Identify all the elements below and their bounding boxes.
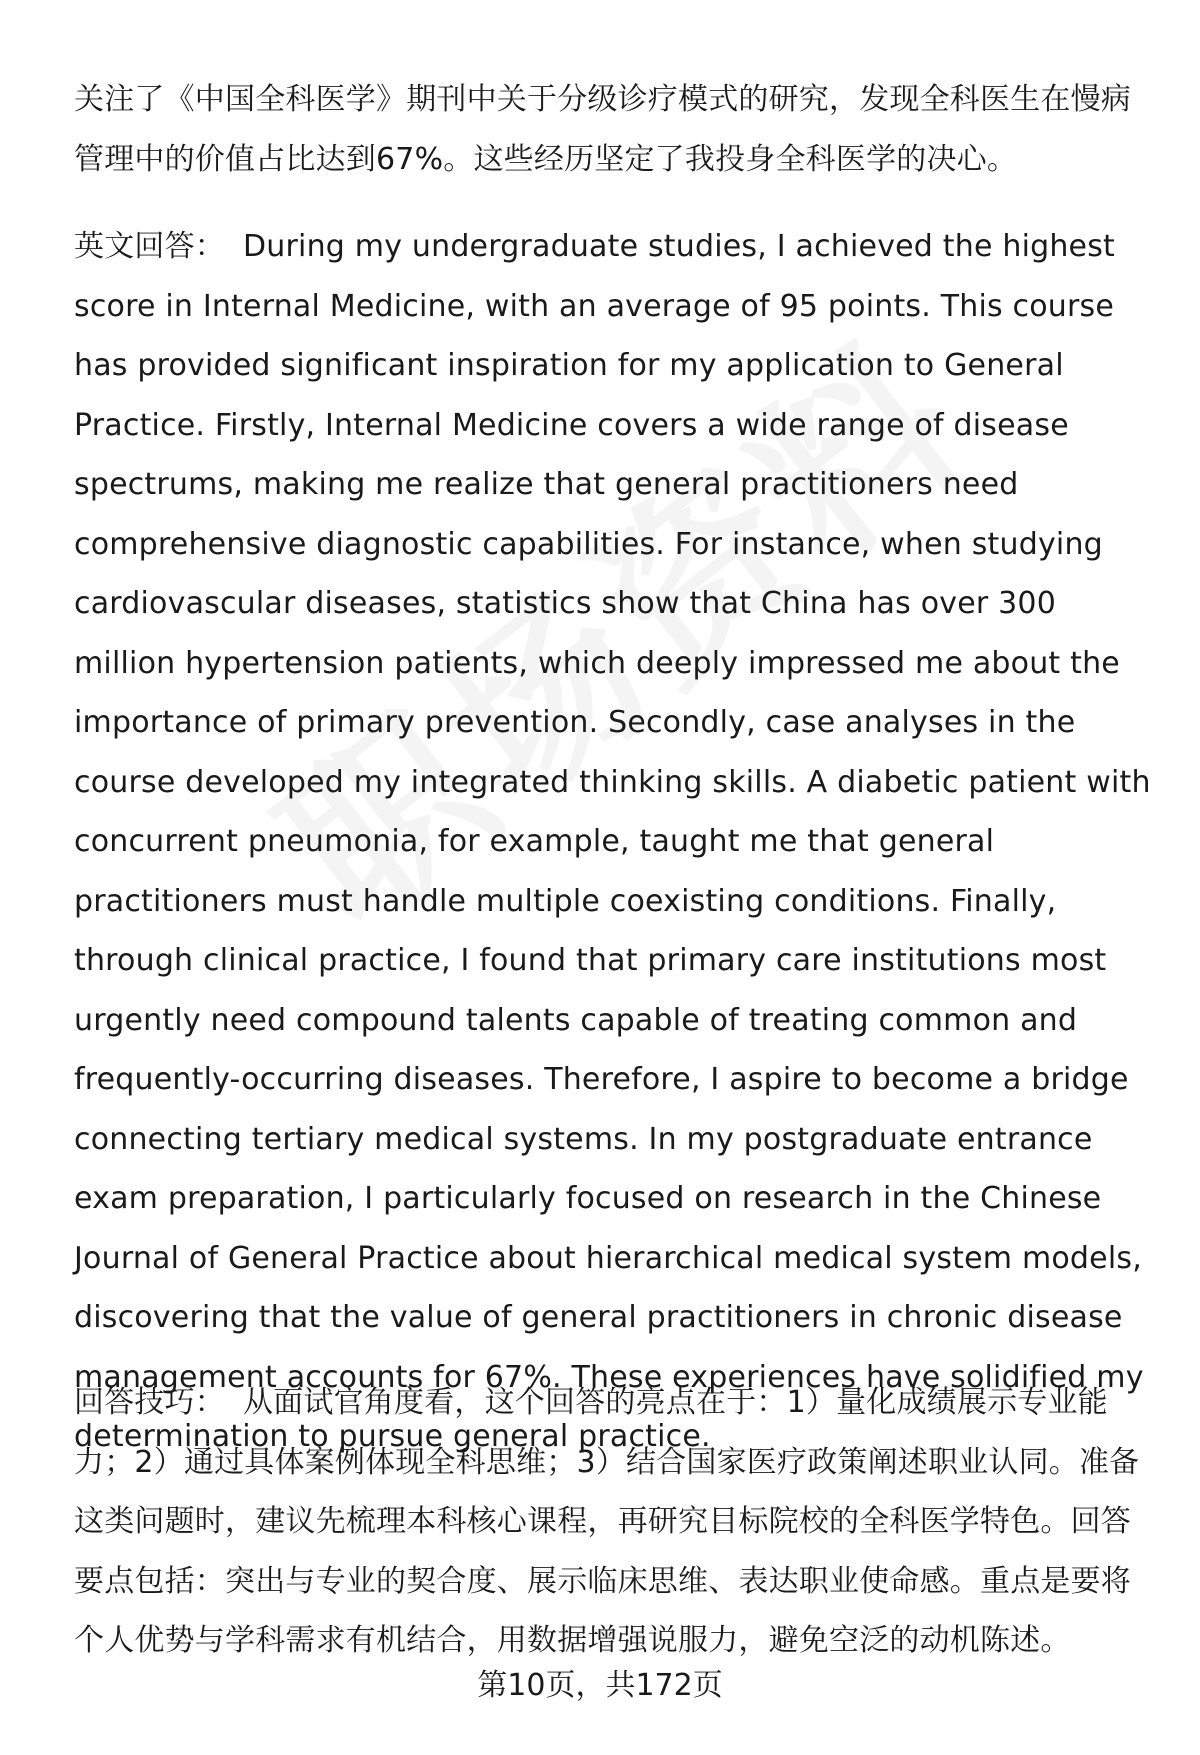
english-answer-text: During my undergraduate studies, I achieved the highest score in Internal Medicine, with an average of 95 points. This course has provided significant inspiration for my application to General Practice. Firstly, Internal Medicine covers a wide range of disease spectrums, making me realize that general practitioners need comprehensive diagnostic capabilities. For instance, when studying cardiovascular diseases, statistics show that China has over 300 million hypertension patients, which deeply impressed me about the importance of primary prevention. Secondly, case analyses in the course developed my integrated thinking skills. A diabetic patient with concurrent pneumonia, for example, taught me that general practitioners must handle multiple coexisting conditions. Finally, through clinical practice, I found that primary care institutions most urgently need compound talents capable of treating common and frequently-occurring diseases. Therefore, I aspire to become a bridge connecting tertiary medical systems. In my postgraduate entrance exam preparation, I particularly focused on research in the Chinese Journal of General Practice about hierarchical medical system models, discovering that the value of general practitioners in chronic disease management accounts for 67%. These experiences have solidified my determination to pursue general practice. <box>74 229 1151 1454</box>
chinese-continuation-paragraph: 关注了《中国全科医学》期刊中关于分级诊疗模式的研究，发现全科医生在慢病管理中的价值占比达到67%。这些经历坚定了我投身全科医学的决心。 <box>74 82 1131 177</box>
answer-tips-paragraph <box>74 1373 1154 1671</box>
english-answer-label: 英文回答： <box>74 229 225 264</box>
page-number: 第10页，共172页 <box>477 1668 723 1703</box>
answer-tips-label: 回答技巧： <box>74 1385 225 1420</box>
answer-tips-text: 从面试官角度看，这个回答的亮点在于：1）量化成绩展示专业能力；2）通过具体案例体现全科思维；3）结合国家医疗政策阐述职业认同。准备这类问题时，建议先梳理本科核心课程，再研究目标院校的全科医学特色。回答要点包括：突出与专业的契合度、展示临床思维、表达职业使命感。重点是要将个人优势与学科需求有机结合，用数据增强说服力，避免空泛的动机陈述。 <box>74 1385 1140 1658</box>
english-answer-paragraph <box>74 217 1154 1467</box>
